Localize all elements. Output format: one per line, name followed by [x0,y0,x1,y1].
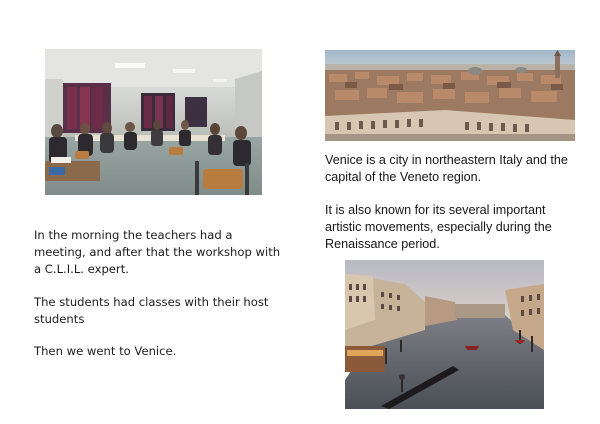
venice-canal-photo [345,260,544,409]
paragraph-venice-art: It is also known for its several important artistic movements, especially during the Renaissance period. [325,202,552,252]
venice-panorama-photo [325,50,575,141]
left-column-text [34,227,284,360]
paragraph-students-classes: The students had classes with their host students [34,294,269,326]
right-column-text [325,152,580,253]
paragraph-venice-location: Venice is a city in northeastern Italy and the capital of the Veneto region. [325,153,568,185]
classroom-meeting-photo [45,49,262,195]
paragraph-went-to-venice: Then we went to Venice. [34,344,177,359]
paragraph-teachers-meeting: In the morning the teachers had a meeting, and after that the workshop with a C.L.I.L. expert. [34,228,281,277]
